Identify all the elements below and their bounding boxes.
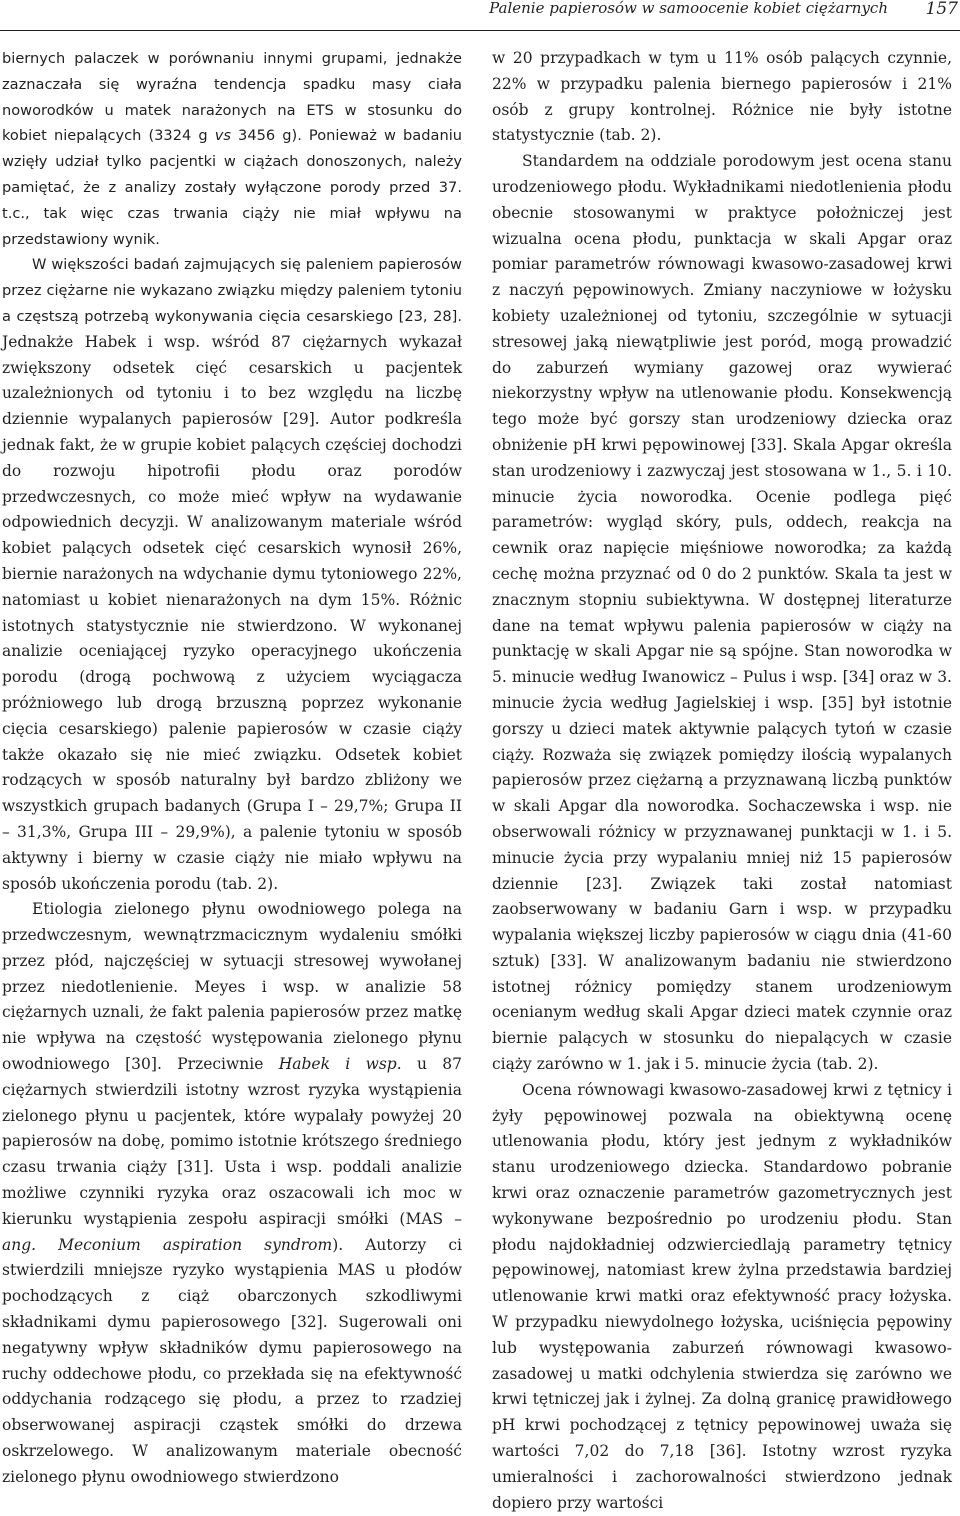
page-number: 157 bbox=[925, 0, 958, 19]
page-header bbox=[0, 0, 960, 31]
left-column bbox=[2, 46, 462, 1491]
right-column bbox=[492, 46, 952, 1516]
right-paragraph-2: Standardem na oddziale porodowym jest ocena stanu urodzeniowego płodu. Wykładnikami niedotlenienia płodu obecnie stosowanymi w praktyce położniczej jest wizualna ocena płodu, punktacja w skali Apgar oraz pomiar parametrów równowagi kwasowo-zasadowej krwi z naczyń pępowinowych. Zmiany naczyniowe w łożysku kobiety uzależnionej od tytoniu, szczególnie w sytuacji stresowej jaką niewątpliwie jest poród, mogą prowadzić do zaburzeń wymiany gazowej oraz wywierać niekorzystny wpływ na utlenowanie płodu. Konsekwencją tego może być gorszy stan urodzeniowy dziecka oraz obniżenie pH krwi pępowinowej [33]. Skala Apgar określa stan urodzeniowy i zazwyczaj jest stosowana w 1., 5. i 10. minucie życia noworodka. Ocenie podlega pięć parametrów: wygląd skóry, puls, oddech, reakcja na cewnik oraz napięcie mięśniowe noworodka; za każdą cechę można przyznać od 0 do 2 punktów. Skala ta jest w znacznym stopniu subiektywna. W dostępnej literaturze dane na temat wpływu palenia papierosów w ciąży na punktację w skali Apgar nie są spójne. Stan noworodka w 5. minucie według Iwanowicz – Pulus i wsp. [34] oraz w 3. minucie życia według Jagielskiej i wsp. [35] był istotnie gorszy u dzieci matek aktywnie palących tytoń w czasie ciąży. Rozważa się związek pomiędzy ilością wypalanych papierosów przez ciężarną a przyznawaną liczbą punktów w skali Apgar dla noworodka. Sochaczewska i wsp. nie obserwowali różnicy w przyznawanej punktacji w 1. i 5. minucie życia przy wypalaniu mniej niż 15 papierosów dziennie [23]. Związek taki został natomiast zaobserwowany w badaniu Garn i wsp. w przypadku wypalania większej liczby papierosów w ciągu dnia (41-60 sztuk) [33]. W analizowanym badaniu nie stwierdzono istotnej różnicy pomiędzy stanem urodzeniowym ocenianym według skali Apgar dzieci matek czynnie oraz biernie palących w stosunku do niepalących w czasie ciąży zarówno w 1. jak i 5. minucie życia (tab. 2). bbox=[492, 152, 952, 1074]
running-title: Palenie papierosów w samoocenie kobiet ciężarnych bbox=[489, 0, 888, 17]
right-paragraph-3: Ocena równowagi kwasowo-zasadowej krwi z tętnicy i żyły pępowinowej pozwala na obiektywną ocenę utlenowania płodu, który jest jednym z wykładników stanu urodzeniowego dziecka. Standardowo pobranie krwi oraz oznaczenie parametrów gazometrycznych jest wykonywane bezpośrednio po urodzeniu płodu. Stan płodu najdokładniej odzwierciedlają parametry tętnicy pępowinowej, natomiast krew żylna przedstawia bardziej utlenowanie krwi matki oraz efektywność pracy łożyska. W przypadku niewydolnego łożyska, uciśnięcia pępowiny lub występowania zaburzeń równowagi kwasowo-zasadowej u matki odchylenia stwierdza się zarówno we krwi tętniczej jak i żylnej. Za dolną granicę prawidłowego pH krwi pochodzącej z tętnicy pępowinowej uważa się wartości 7,02 do 7,18 [36]. Istotny wzrost ryzyka umieralności i zachorowalności stwierdzono jednak dopiero przy wartości bbox=[492, 1080, 952, 1512]
left-paragraph-3: Etiologia zielonego płynu owodniowego polega na przedwczesnym, wewnątrzmacicznym wydaleniu smółki przez płód, najczęściej w sytuacji stresowej wywołanej przez niedotlenienie. Meyes i wsp. w analizie 58 ciężarnych uznali, że fakt palenia papierosów przez matkę nie wpływa na częstość występowania zielonego płynu owodniowego [30]. Przeciwnie Habek i wsp. u 87 ciężarnych stwierdzili istotny wzrost ryzyka wystąpienia zielonego płynu u pacjentek, które wypalały powyżej 20 papierosów na dobę, pomimo istotnie krótszego średniego czasu trwania ciąży [31]. Usta i wsp. poddali analizie możliwe czynniki ryzyka oraz oszacowali ich moc w kierunku wystąpienia zespołu aspiracji smółki (MAS – ang. Meconium aspiration syndrom). Autorzy ci stwierdzili mniejsze ryzyko wystąpienia MAS u płodów pochodzących z ciąż obarczonych szkodliwymi składnikami dymu papierosowego [32]. Sugerowali oni negatywny wpływ składników dymu papierosowego na ruchy oddechowe płodu, co przekłada się na efektywność oddychania rodzącego się płodu, a przez to rzadziej obserwowanej aspiracji cząstek smółki do drzewa oskrzelowego. W analizowanym materiale obecność zielonego płynu owodniowego stwierdzono bbox=[2, 900, 463, 1486]
right-paragraph-1: w 20 przypadkach w tym u 11% osób palących czynnie, 22% w przypadku palenia biernego papierosów i 21% osób z grupy kontrolnej. Różnice nie były istotne statystycznie (tab. 2). bbox=[492, 49, 952, 145]
left-paragraph-1: biernych palaczek w porównaniu innymi grupami, jednakże zaznaczała się wyraźna tendencja spadku masy ciała noworodków u matek narażonych na ETS w stosunku do kobiet niepalących (3324 g vs 3456 g). Ponieważ w badaniu wzięły udział tylko pacjentki w ciążach donoszonych, należy pamiętać, że z analizy zostały wyłączone porody przed 37. t.c., tak więc czas trwania ciąży nie miał wpływu na przedstawiony wynik. bbox=[2, 50, 462, 248]
left-paragraph-2: W większości badań zajmujących się paleniem papierosów przez ciężarne nie wykazano związku między paleniem tytoniu a częstszą potrzebą wykonywania cięcia cesarskiego [23, 28]. Jednakże Habek i wsp. wśród 87 ciężarnych wykazał zwiększony odsetek cięć cesarskich u pacjentek uzależnionych od tytoniu i to bez względu na liczbę dziennie wypalanych papierosów [29]. Autor podkreśla jednak fakt, że w grupie kobiet palących częściej dochodzi do rozwoju hipotrofii płodu oraz porodów przedwczesnych, co może mieć wpływ na wydawanie odpowiednich decyzji. W analizowanym materiale wśród kobiet palących odsetek cięć cesarskich wynosił 26%, biernie narażonych na wdychanie dymu tytoniowego 22%, natomiast u kobiet nienarażonych na dym 15%. Różnic istotnych statystycznie nie stwierdzono. W wykonanej analizie oceniającej ryzyko operacyjnego ukończenia porodu (drogą pochwową z użyciem wyciągacza próżniowego lub drogą brzuszną poprzez wykonanie cięcia cesarskiego) palenie papierosów w czasie ciąży także okazało się nie mieć związku. Odsetek kobiet rodzących w sposób naturalny był bardzo zbliżony we wszystkich grupach badanych (Grupa I – 29,7%; Grupa II – 31,3%, Grupa III – 29,9%), a palenie tytoniu w sposób aktywny i bierny w czasie ciąży nie miało wpływu na sposób ukończenia porodu (tab. 2). bbox=[2, 256, 462, 893]
